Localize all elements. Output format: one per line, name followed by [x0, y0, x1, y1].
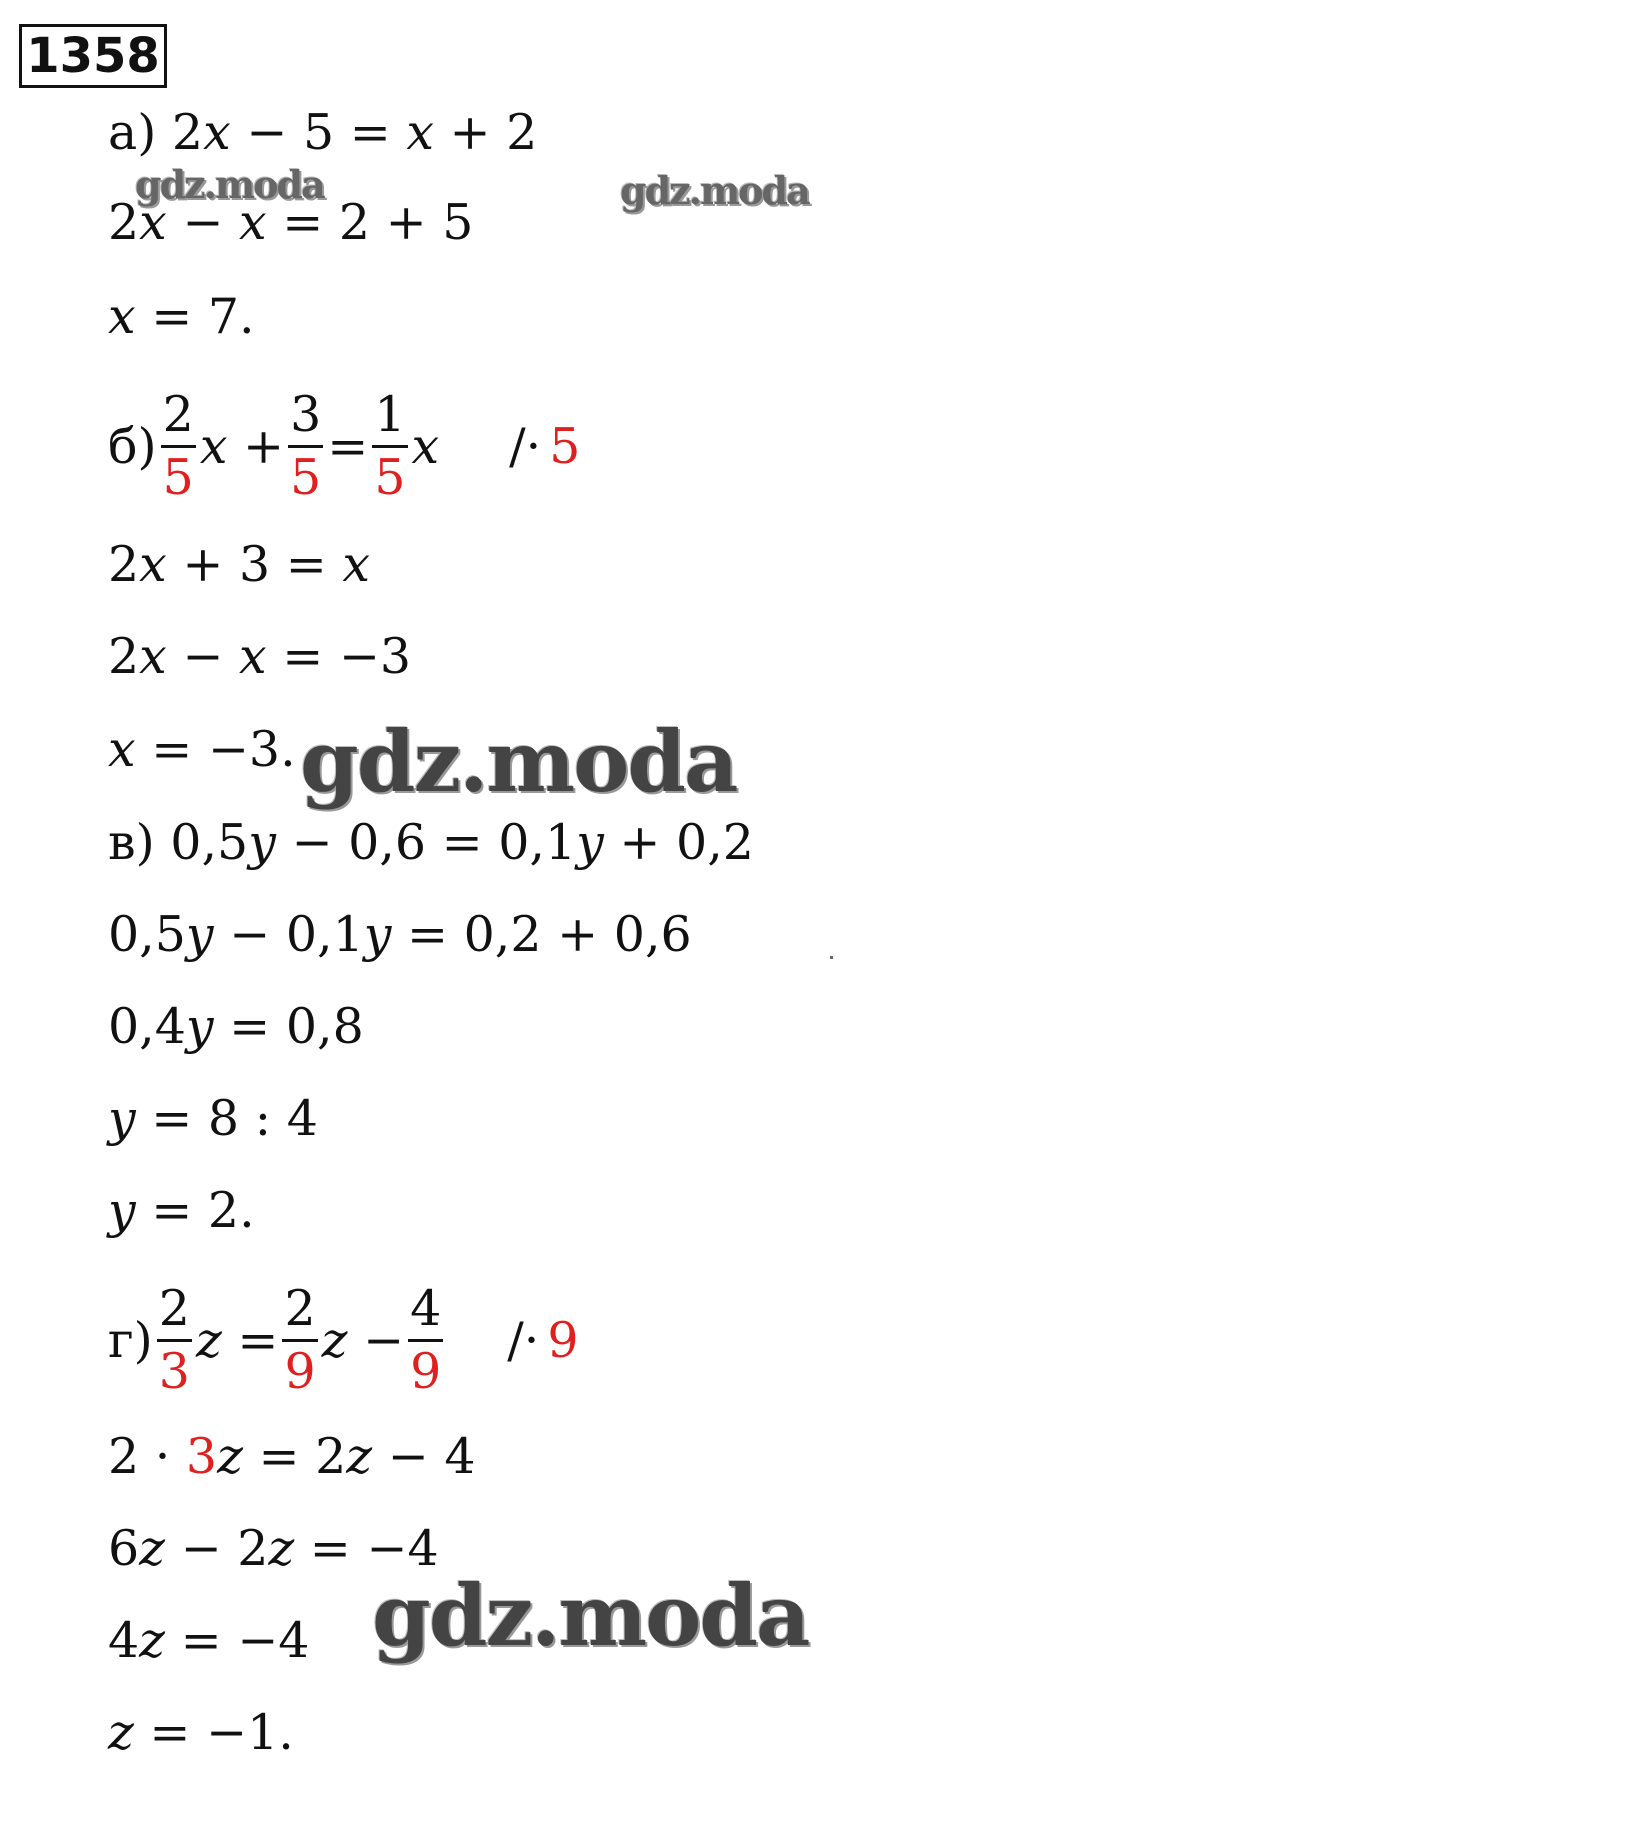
- watermark: gdz.moda: [372, 1566, 809, 1665]
- highlighted-factor: 3: [185, 1428, 218, 1485]
- part-d-line-2: [108, 1428, 476, 1485]
- numerator: 2: [284, 1280, 316, 1338]
- fraction-bar: [161, 445, 196, 448]
- watermark: gdz.moda: [620, 168, 809, 213]
- numerator: 1: [374, 386, 406, 444]
- part-c-line-5: 𝑦 = 2.: [108, 1182, 255, 1239]
- watermark: gdz.moda: [300, 712, 737, 811]
- part-b-line-1: [108, 376, 580, 516]
- fraction: [288, 386, 323, 506]
- problem-number: 1358: [19, 24, 167, 88]
- fraction: [157, 1280, 192, 1400]
- denominator: 3: [158, 1342, 190, 1400]
- part-a-equation: 2𝑥 − 5 = 𝑥 + 2: [171, 104, 538, 161]
- part-c-line-2: 0,5𝑦 − 0,1𝑦 = 0,2 + 0,6: [108, 906, 692, 963]
- fraction: [372, 386, 407, 506]
- fraction-bar: [372, 445, 407, 448]
- term: 2 ·: [108, 1428, 186, 1485]
- part-a-line-1: [108, 104, 538, 161]
- part-a-line-3: 𝑥 = 7.: [108, 288, 255, 345]
- watermark: gdz.moda: [135, 162, 324, 207]
- part-d-label: г): [108, 1311, 153, 1369]
- term: 𝑧 −: [321, 1311, 405, 1369]
- term: 𝑥: [411, 417, 440, 475]
- denominator: 5: [290, 448, 322, 506]
- part-d-line-4: 4𝑧 = −4: [108, 1612, 310, 1669]
- denominator: 9: [284, 1342, 316, 1400]
- multiply-marker: /·: [507, 1311, 540, 1369]
- part-a-label: а): [108, 104, 157, 161]
- term: 𝑧 = 2𝑧 − 4: [217, 1428, 476, 1485]
- part-c-line-1: в) 0,5𝑦 − 0,6 = 0,1𝑦 + 0,2: [108, 814, 754, 871]
- multiply-marker: /·: [509, 417, 542, 475]
- numerator: 4: [410, 1280, 442, 1338]
- numerator: 2: [158, 1280, 190, 1338]
- multiplier: 9: [547, 1311, 579, 1369]
- part-c-line-3: 0,4𝑦 = 0,8: [108, 998, 364, 1055]
- numerator: 3: [290, 386, 322, 444]
- stray-dot: [830, 956, 833, 959]
- multiplier: 5: [549, 417, 581, 475]
- term: =: [327, 417, 369, 475]
- denominator: 5: [374, 448, 406, 506]
- fraction-bar: [157, 1339, 192, 1342]
- part-a-line-2: 2𝑥 − 𝑥 = 2 + 5: [108, 194, 474, 251]
- term: 𝑥 +: [199, 417, 285, 475]
- fraction: [161, 386, 196, 506]
- part-b-line-4: 𝑥 = −3.: [108, 721, 296, 778]
- fraction: [408, 1280, 443, 1400]
- fraction-bar: [288, 445, 323, 448]
- part-c-line-4: 𝑦 = 8 : 4: [108, 1090, 318, 1147]
- part-b-label: б): [108, 417, 157, 475]
- fraction-bar: [282, 1339, 317, 1342]
- fraction-bar: [408, 1339, 443, 1342]
- part-b-line-2: 2𝑥 + 3 = 𝑥: [108, 536, 371, 593]
- part-b-line-3: 2𝑥 − 𝑥 = −3: [108, 628, 412, 685]
- denominator: 5: [162, 448, 194, 506]
- part-d-line-5: 𝑧 = −1.: [108, 1704, 294, 1761]
- part-d-line-1: [108, 1270, 579, 1410]
- denominator: 9: [410, 1342, 442, 1400]
- part-d-line-3: 6𝑧 − 2𝑧 = −4: [108, 1520, 439, 1577]
- numerator: 2: [162, 386, 194, 444]
- fraction: [282, 1280, 317, 1400]
- term: 𝑧 =: [195, 1311, 279, 1369]
